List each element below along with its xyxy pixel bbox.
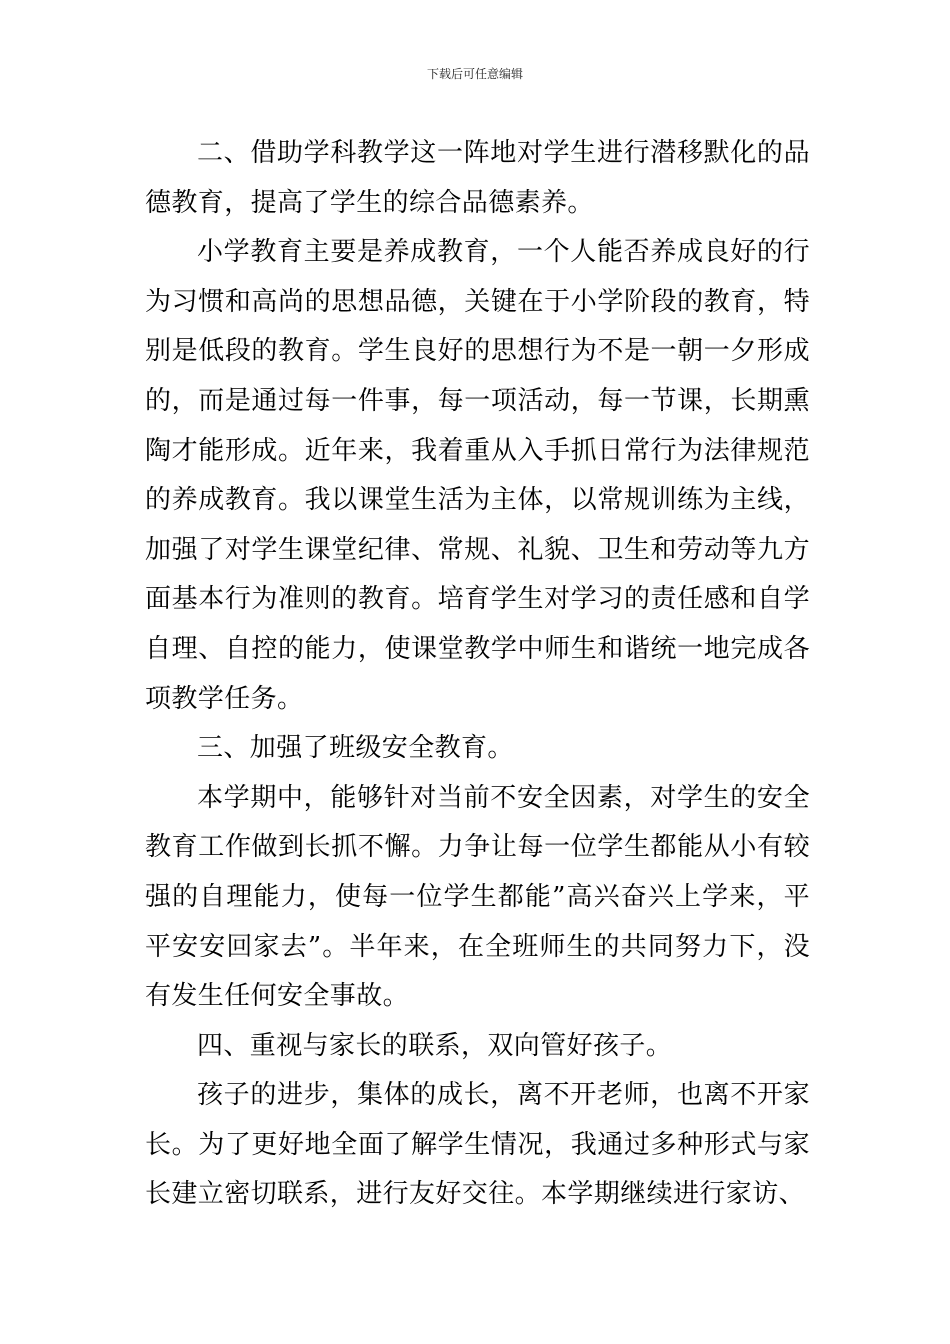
- header-note: 下载后可任意编辑: [426, 67, 523, 81]
- section-heading-three: 三、加强了班级安全教育。: [197, 733, 514, 764]
- body-paragraph: 本学期中，能够针对当前不安全因素，对学生的安全教育工作做到长抓不懈。力争让每一位学生都能从小有较强的自理能力，使每一位学生都能”高兴奋兴上学来，平平安安回家去”。半年来，在全班师生的共同努力下，没有发生任何安全事故。: [145, 782, 810, 1012]
- body-paragraph: 小学教育主要是养成教育，一个人能否养成良好的行为习惯和高尚的思想品德，关键在于小学阶段的教育，特别是低段的教育。学生良好的思想行为不是一朝一夕形成的，而是通过每一件事，每一项活动，每一节课，长期熏陶才能形成。近年来，我着重从入手抓日常行为法律规范的养成教育。我以课堂生活为主体，以常规训练为主线，加强了对学生课堂纪律、常规、礼貌、卫生和劳动等九方面基本行为准则的教育。培育学生对学习的责任感和自学自理、自控的能力，使课堂教学中师生和谐统一地完成各项教学任务。: [145, 237, 810, 714]
- section-heading-four: 四、重视与家长的联系，双向管好孩子。: [197, 1030, 673, 1061]
- body-paragraph: 孩子的进步，集体的成长，离不开老师，也离不开家长。为了更好地全面了解学生情况，我通过多种形式与家长建立密切联系，进行友好交往。本学期继续进行家访、: [145, 1080, 810, 1210]
- section-heading-two: 二、借助学科教学这一阵地对学生进行潜移默化的品德教育，提高了学生的综合品德素养。: [145, 138, 810, 218]
- document-body: [145, 129, 810, 1220]
